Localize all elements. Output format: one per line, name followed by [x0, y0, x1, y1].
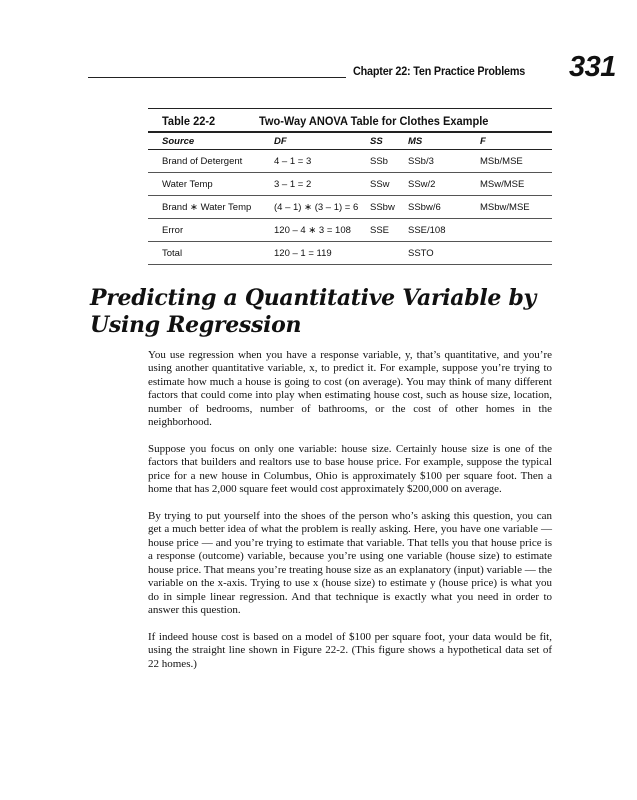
table-header-row: [148, 133, 552, 150]
table-cell: SSbw/6: [408, 196, 480, 219]
table-cell: [480, 242, 552, 265]
running-head: [88, 51, 628, 86]
table-row: [148, 150, 552, 173]
table-cell: 4 – 1 = 3: [274, 150, 370, 173]
table-cell: Brand of Detergent: [148, 150, 274, 173]
table-cell: [480, 219, 552, 242]
paragraph: By trying to put yourself into the shoes of the person who’s asking this question, you can get a much better idea of what the problem is really asking. Here, you have one variable — house price — and you’re trying to estimate that variable. That tells you that house price is a response (outcome) variable, because you’re using one variable (house size) to estimate house price. That means you’re treating house size as an explanatory (input) variable — the variable on the x-axis. Trying to use x (house size) to estimate y (house price) is what you do in simple linear regression. And that technique is exactly what you need in order to answer this question.: [148, 510, 552, 616]
table-cell: SSE: [370, 219, 408, 242]
table-row: [148, 219, 552, 242]
body-text: [148, 349, 552, 685]
table-cell: Total: [148, 242, 274, 265]
table-number: Table 22-2: [162, 114, 216, 128]
table-cell: SSTO: [408, 242, 480, 265]
page-number: 331: [569, 51, 616, 83]
column-header: SS: [370, 133, 408, 150]
table-cell: SSE/108: [408, 219, 480, 242]
table-cell: MSb/MSE: [480, 150, 552, 173]
column-header: MS: [408, 133, 480, 150]
table-row: [148, 242, 552, 265]
paragraph: If indeed house cost is based on a model of $100 per square foot, your data would be fit, using the straight line shown in Figure 22-2. (This figure shows a hypothetical data set of 22 homes.): [148, 630, 552, 670]
table-title: [148, 108, 552, 133]
header-rule: [88, 77, 346, 78]
anova-grid: [148, 133, 552, 265]
table-cell: MSw/MSE: [480, 173, 552, 196]
table-cell: Brand ∗ Water Temp: [148, 196, 274, 219]
anova-table: [148, 108, 552, 265]
table-cell: Water Temp: [148, 173, 274, 196]
column-header: F: [480, 133, 552, 150]
table-cell: 120 – 1 = 119: [274, 242, 370, 265]
column-header: Source: [148, 133, 274, 150]
table-row: [148, 196, 552, 219]
table-cell: [370, 242, 408, 265]
table-cell: (4 – 1) ∗ (3 – 1) = 6: [274, 196, 370, 219]
table-cell: SSbw: [370, 196, 408, 219]
table-cell: SSb: [370, 150, 408, 173]
table-row: [148, 173, 552, 196]
table-cell: SSw/2: [408, 173, 480, 196]
table-cell: MSbw/MSE: [480, 196, 552, 219]
column-header: DF: [274, 133, 370, 150]
paragraph: Suppose you focus on only one variable: house size. Certainly house size is one of the factors that builders and realtors use to base house price. For example, suppose the typical price for a new house in Columbus, Ohio is approximately $100 per square foot. Then a home that has 2,000 square feet would cost approximately $200,000 on average.: [148, 442, 552, 496]
section-heading: Predicting a Quantitative Variable by Using Regression: [90, 285, 537, 338]
table-caption: Two-Way ANOVA Table for Clothes Example: [259, 114, 489, 128]
table-cell: SSb/3: [408, 150, 480, 173]
paragraph: You use regression when you have a response variable, y, that’s quantitative, and you’re using another quantitative variable, x, to predict it. For example, suppose you’re trying to estimate how much a house is going to cost (on average). You may think of many different factors that could come into play when estimating house cost, such as house size, location, number of bedrooms, number of bathrooms, or the cost of other homes in the neighborhood.: [148, 349, 552, 429]
chapter-title: Chapter 22: Ten Practice Problems: [353, 64, 526, 78]
table-cell: 3 – 1 = 2: [274, 173, 370, 196]
table-cell: 120 – 4 ∗ 3 = 108: [274, 219, 370, 242]
table-cell: Error: [148, 219, 274, 242]
table-cell: SSw: [370, 173, 408, 196]
